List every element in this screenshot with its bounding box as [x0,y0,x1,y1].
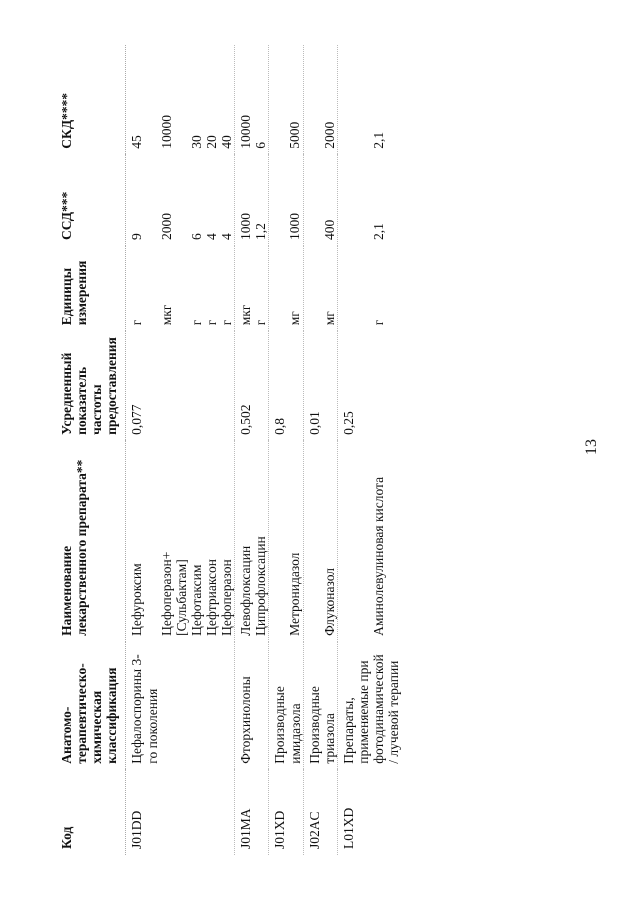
row-drugs-line: [Сульбактам] [174,559,190,636]
row-units-line: мкг [159,304,175,326]
header-freq: Усредненный показатель частоты предоставления [55,331,126,441]
table-row [235,45,269,855]
row-skd-line: 2000 [321,121,337,149]
row-atc: Препараты, применяемые при фотодинамической / лучевой терапии [337,642,401,770]
row-drugs-line: Цефоперазон+ [159,551,175,636]
row-drugs-line: Аминолевулиновая кислота [370,476,386,636]
row-units-line [144,252,159,325]
header-drug: Наименование лекарственного препарата** [55,441,126,642]
row-units-line [341,252,356,325]
row-drugs-line: Цефоперазон [219,559,235,636]
row-drugs-line [307,447,322,636]
row-drugs-line [272,447,287,636]
row-drugs-line: Флуконазол [321,567,337,636]
row-drugs-line [341,447,356,636]
row-drugs-line: Цефотаксим [189,564,205,636]
row-code: J02AC [303,770,337,855]
row-skd [269,45,303,155]
row-ssd-line: 1000 [238,213,254,241]
row-units [303,246,337,331]
row-code: L01XD [337,770,401,855]
row-units-line: мг [287,311,303,326]
row-skd-line [341,51,356,149]
row-ssd-line: 4 [204,233,220,241]
row-skd [303,45,337,155]
row-drugs [126,441,235,642]
header-row [55,45,126,855]
row-ssd-line [341,161,356,240]
row-freq: 0,8 [269,331,303,441]
row-drugs [235,441,269,642]
row-ssd-line: 400 [321,219,337,241]
row-ssd-line: 2000 [159,213,175,241]
row-units-line: мг [321,311,337,326]
row-units [337,246,401,331]
table-row [269,45,303,855]
row-ssd [337,155,401,246]
row-ssd-line [307,161,322,240]
row-freq: 0,25 [337,331,401,441]
row-ssd-line [356,161,371,240]
page-number: 13 [583,439,600,455]
row-skd [235,45,269,155]
row-ssd [126,155,235,246]
row-atc: Цефалоспорины 3-го поколения [129,654,160,764]
table-row [303,45,337,855]
row-ssd-line [144,161,159,240]
row-skd-line: 40 [219,135,235,149]
row-skd-line [144,51,159,149]
row-drugs-line: Цефтриаксон [204,558,220,636]
header-atc: Анатомо-терапевтическо-химическая классификация [55,642,126,770]
row-drugs-line: Метронидазол [287,552,303,636]
row-drugs-line: Ципрофлоксацин [253,536,269,636]
row-units-line: г [189,319,205,326]
drug-table [55,45,401,855]
row-skd [126,45,235,155]
row-freq: 0,077 [129,404,145,435]
row-units-line [272,252,287,325]
header-ssd: ССД*** [55,155,126,246]
row-atc: Фторхинолоны [235,642,269,770]
row-units-line [356,252,371,325]
row-ssd-line: 6 [189,233,205,241]
row-units-line: мкг [238,304,254,326]
row-units-line: г [129,319,145,326]
row-atc: Производные имидазола [269,642,303,770]
header-skd: СКД**** [55,45,126,155]
row-units-line: г [204,319,220,326]
row-skd-line: 6 [253,141,269,149]
row-units-line: г [370,319,386,326]
row-ssd-line: 1,2 [253,223,269,241]
row-skd-line: 45 [129,135,145,149]
row-skd-line: 20 [204,135,220,149]
row-skd-line [174,51,189,149]
row-skd-line [307,51,322,149]
row-units-line [174,252,189,325]
row-ssd-line: 4 [219,233,235,241]
row-units-line: г [219,319,235,326]
row-units [126,246,235,331]
rotated-page [20,30,620,880]
row-skd-line: 10000 [159,114,175,149]
row-skd-line: 5000 [287,121,303,149]
row-units [235,246,269,331]
row-units-line: г [253,319,269,326]
row-ssd-line [272,161,287,240]
row-ssd-line [174,161,189,240]
row-ssd-line: 2,1 [370,223,386,241]
row-skd-line: 30 [189,135,205,149]
row-ssd [269,155,303,246]
row-code: J01MA [235,770,269,855]
row-skd [337,45,401,155]
row-drugs-line: Цефуроксим [129,563,145,636]
row-drugs [269,441,303,642]
row-skd-line: 10000 [238,114,254,149]
row-ssd [235,155,269,246]
row-freq: 0,502 [235,331,269,441]
row-drugs-line: Левофлоксацин [238,545,254,636]
row-ssd-line: 9 [129,233,145,241]
row-freq: 0,01 [303,331,337,441]
row-code: J01XD [269,770,303,855]
table-row [337,45,401,855]
header-code: Код [55,770,126,855]
row-drugs [337,441,401,642]
row-code: J01DD [129,810,145,849]
row-drugs-line [144,447,159,636]
row-atc: Производные триазола [303,642,337,770]
row-units-line [307,252,322,325]
row-units [269,246,303,331]
row-drugs-line [356,447,371,636]
row-ssd-line: 1000 [287,213,303,241]
row-skd-line [272,51,287,149]
table-row [126,45,235,855]
row-skd-line: 2,1 [370,131,386,149]
header-unit: Единицы измерения [55,246,126,331]
row-skd-line [356,51,371,149]
row-ssd [303,155,337,246]
row-drugs [303,441,337,642]
